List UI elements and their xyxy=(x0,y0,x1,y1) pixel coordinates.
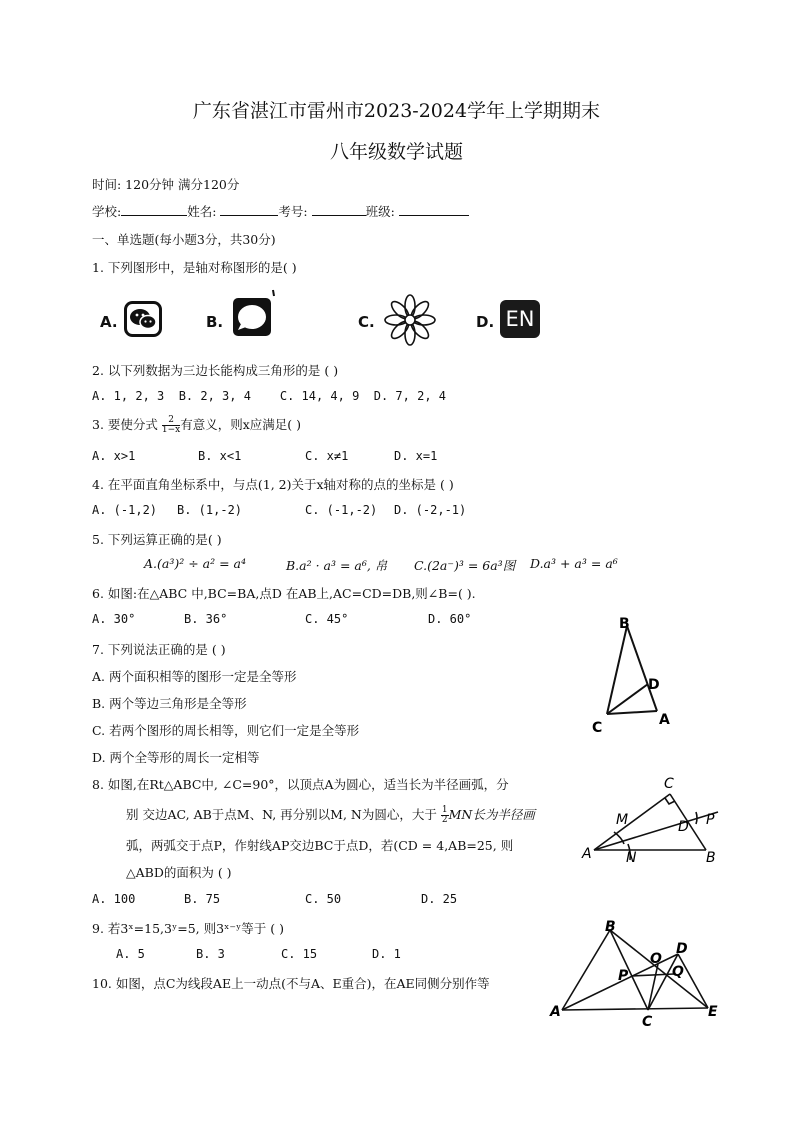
q3-stem-prefix: 3. 要使分式 xyxy=(92,417,158,432)
q10-label-e: E xyxy=(708,1004,718,1020)
student-info-row xyxy=(92,202,469,220)
q6-label-d: D xyxy=(648,677,660,693)
q8-line3: 弧，两弧交于点P，作射线AP交边BC于点D，若(CD = 4,AB=25, 则 xyxy=(126,838,514,853)
q10-label-a: A xyxy=(550,1004,561,1020)
q8-line2 xyxy=(126,805,535,825)
q1-label-b: B. xyxy=(206,313,224,331)
q8-fraction xyxy=(441,806,449,825)
q3-option-b: B. x<1 xyxy=(198,449,242,463)
q1-label-a: A. xyxy=(100,313,118,331)
q6-stem: 6. 如图:在△ABC 中,BC=BA,点D 在AB上,AC=CD=DB,则∠B=( ). xyxy=(92,586,476,601)
q8-label-p: P xyxy=(706,812,715,828)
q7-option-a: A. 两个面积相等的图形一定是全等形 xyxy=(92,669,297,684)
exam-no-label: 考号: xyxy=(278,204,308,219)
q5-option-c: C.(2a⁻)³ = 6a³图 xyxy=(414,558,516,573)
q3-stem xyxy=(92,415,301,435)
q6-label-b: B xyxy=(619,616,630,632)
school-blank[interactable] xyxy=(121,203,187,216)
q6-label-c: C xyxy=(592,720,603,736)
q8-label-c: C xyxy=(664,776,674,792)
q6-figure-lines xyxy=(607,626,657,714)
q7-stem: 7. 下列说法正确的是 ( ) xyxy=(92,642,226,657)
q4-option-d: D. (-2,-1) xyxy=(394,503,467,517)
q4-option-c: C. (-1,-2) xyxy=(305,503,378,517)
flower-icon xyxy=(384,294,436,350)
q7-option-c: C. 若两个图形的周长相等，则它们一定是全等形 xyxy=(92,723,360,738)
q1-label-c: C. xyxy=(358,313,375,331)
q8-label-a: A xyxy=(582,846,592,862)
q2-options: A. 1, 2, 3 B. 2, 3, 4 C. 14, 4, 9 D. 7, 2, 4 xyxy=(92,389,447,403)
en-icon: EN xyxy=(500,300,540,338)
q8-line4: △ABD的面积为 ( ) xyxy=(126,865,232,880)
q5-option-d: D.a³ + a³ = a⁶ xyxy=(530,556,618,571)
q8-label-n: N xyxy=(626,850,637,866)
q3-frac-num: 2 xyxy=(162,416,180,426)
speech-bubble-icon xyxy=(231,288,279,344)
q9-stem: 9. 若3ˣ=15,3ʸ=5, 则3ˣ⁻ʸ等于 ( ) xyxy=(92,921,284,936)
exam-time-info: 时间: 120分钟 满分120分 xyxy=(92,177,240,192)
q8-option-c: C. 50 xyxy=(305,892,342,906)
q9-option-b: B. 3 xyxy=(196,947,225,961)
q10-label-b: B xyxy=(605,919,616,935)
wechat-icon xyxy=(124,301,162,341)
q6-label-a: A xyxy=(659,712,670,728)
q4-option-b: B. (1,-2) xyxy=(177,503,243,517)
class-label: 班级: xyxy=(365,204,395,219)
page-title: 广东省湛江市雷州市2023-2024学年上学期期末 xyxy=(192,100,601,122)
q6-option-c: C. 45° xyxy=(305,612,349,626)
page-subtitle: 八年级数学试题 xyxy=(329,141,463,163)
q8-frac-num: 1 xyxy=(441,805,448,815)
q1-stem: 1. 下列图形中，是轴对称图形的是( ) xyxy=(92,260,297,275)
q8-line1: 8. 如图,在Rt△ABC中, ∠C=90°，以顶点A为圆心，适当长为半径画弧，分 xyxy=(92,777,509,792)
school-label: 学校: xyxy=(92,204,122,219)
q5-stem: 5. 下列运算正确的是( ) xyxy=(92,532,222,547)
q1-label-d: D. xyxy=(476,313,495,331)
q4-option-a: A. (-1,2) xyxy=(92,503,158,517)
q10-label-p: P xyxy=(618,968,629,984)
q3-frac-den: 1−x xyxy=(161,425,181,435)
q3-option-c: C. x≠1 xyxy=(305,449,349,463)
q10-equilateral-triangles-figure xyxy=(548,918,728,1034)
q3-fraction xyxy=(162,416,180,435)
q9-option-a: A. 5 xyxy=(116,947,145,961)
exam-no-blank[interactable] xyxy=(312,203,366,216)
q8-frac-den: 2 xyxy=(441,815,448,825)
q3-option-d: D. x=1 xyxy=(394,449,438,463)
q8-line2-prefix: 别 交边AC, AB于点M、N, 再分别以M, N为圆心，大于 xyxy=(126,807,437,822)
q4-stem: 4. 在平面直角坐标系中，与点(1, 2)关于x轴对称的点的坐标是 ( ) xyxy=(92,477,454,492)
q9-option-c: C. 15 xyxy=(281,947,318,961)
q10-label-o: O xyxy=(650,951,662,967)
name-blank[interactable] xyxy=(220,203,278,216)
class-blank[interactable] xyxy=(399,203,469,216)
q10-stem: 10. 如图，点C为线段AE上一动点(不与A、E重合)，在AE同侧分别作等 xyxy=(92,976,490,991)
q3-option-a: A. x>1 xyxy=(92,449,136,463)
q8-line2-suffix: MN长为半径画 xyxy=(448,807,535,822)
q8-option-b: B. 75 xyxy=(184,892,221,906)
q8-right-triangle-figure xyxy=(578,772,728,876)
q2-stem: 2. 以下列数据为三边长能构成三角形的是 ( ) xyxy=(92,363,339,378)
q10-label-q: Q xyxy=(672,964,684,980)
q9-option-d: D. 1 xyxy=(372,947,401,961)
q5-option-a: A.(a³)² ÷ a² = a⁴ xyxy=(144,556,246,571)
q8-label-b: B xyxy=(706,850,716,866)
q6-triangle-figure xyxy=(585,610,685,744)
q7-option-b: B. 两个等边三角形是全等形 xyxy=(92,696,247,711)
section-heading: 一、单选题(每小题3分，共30分) xyxy=(92,232,276,247)
q8-option-a: A. 100 xyxy=(92,892,136,906)
q8-label-d: D xyxy=(678,819,689,835)
q3-stem-suffix: 有意义，则x应满足( ) xyxy=(180,417,302,432)
q8-label-m: M xyxy=(616,812,629,828)
q8-option-d: D. 25 xyxy=(421,892,458,906)
q6-option-a: A. 30° xyxy=(92,612,136,626)
q10-label-d: D xyxy=(676,941,688,957)
q6-option-b: B. 36° xyxy=(184,612,228,626)
q5-option-b: B.a² · a³ = a⁶, 帛 xyxy=(286,558,388,573)
q6-option-d: D. 60° xyxy=(428,612,472,626)
q10-label-c: C xyxy=(642,1014,653,1030)
q8-figure-lines xyxy=(594,794,718,860)
name-label: 姓名: xyxy=(187,204,217,219)
q7-option-d: D. 两个全等形的周长一定相等 xyxy=(92,750,260,765)
